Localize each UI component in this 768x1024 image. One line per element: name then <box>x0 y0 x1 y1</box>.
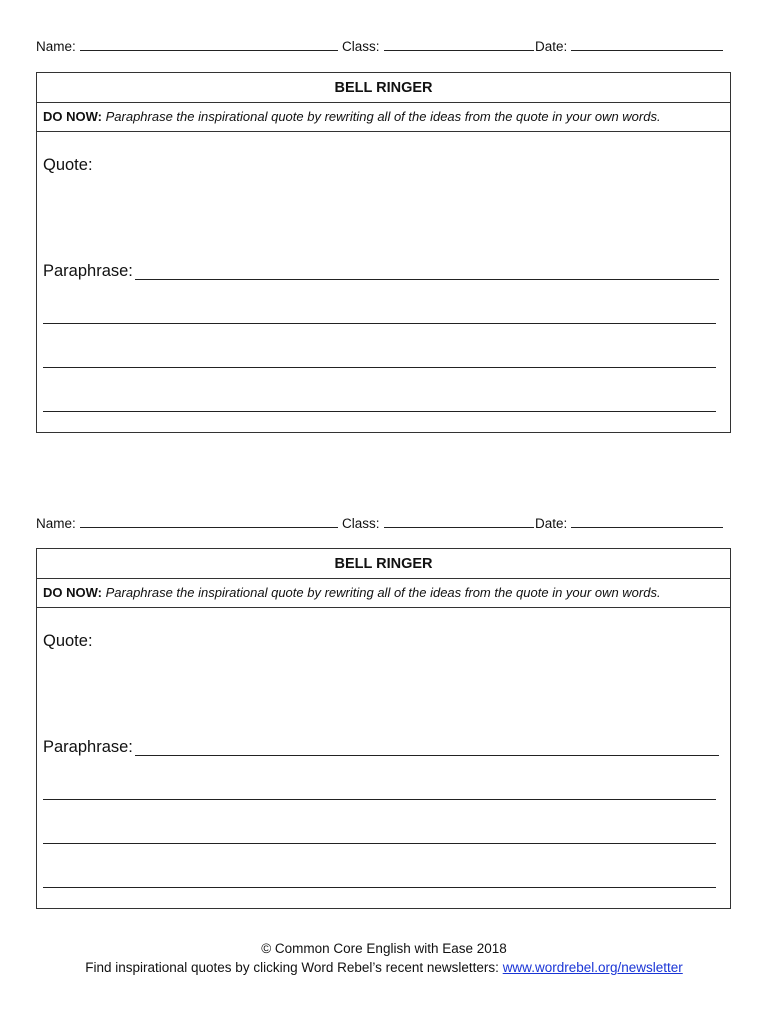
class-blank[interactable] <box>384 37 534 51</box>
date-field[interactable] <box>535 36 723 58</box>
class-label: Class: <box>342 516 380 531</box>
name-label: Name: <box>36 516 76 531</box>
copyright-text: © Common Core English with Ease 2018 <box>261 941 507 956</box>
paraphrase-label: Paraphrase: <box>43 738 133 756</box>
instruction-text: Paraphrase the inspirational quote by rewriting all of the ideas from the quote in your own words. <box>105 585 661 600</box>
paraphrase-line[interactable] <box>135 755 719 756</box>
date-field[interactable] <box>535 513 723 535</box>
name-field[interactable] <box>36 513 338 535</box>
class-blank[interactable] <box>384 514 534 528</box>
answer-line[interactable] <box>43 411 716 412</box>
name-label: Name: <box>36 39 76 54</box>
footer-find-text: Find inspirational quotes by clicking Word Rebel’s recent newsletters: <box>85 960 499 975</box>
do-now-instruction <box>37 579 730 608</box>
date-blank[interactable] <box>571 37 723 51</box>
name-field[interactable] <box>36 36 338 58</box>
header-row <box>36 513 728 535</box>
newsletter-link[interactable]: www.wordrebel.org/newsletter <box>502 960 683 975</box>
paraphrase-line[interactable] <box>135 279 719 280</box>
class-label: Class: <box>342 39 380 54</box>
instruction-text: Paraphrase the inspirational quote by rewriting all of the ideas from the quote in your own words. <box>105 109 661 124</box>
class-field[interactable] <box>342 513 534 535</box>
answer-line[interactable] <box>43 887 716 888</box>
date-label: Date: <box>535 516 568 531</box>
bell-ringer-box <box>36 548 731 909</box>
bell-ringer-box <box>36 72 731 433</box>
do-now-label: DO NOW: <box>43 585 102 600</box>
quote-label: Quote: <box>43 156 93 174</box>
quote-label: Quote: <box>43 632 93 650</box>
name-blank[interactable] <box>80 37 338 51</box>
worksheet-title: BELL RINGER <box>37 73 730 103</box>
do-now-instruction <box>37 103 730 132</box>
name-blank[interactable] <box>80 514 338 528</box>
date-label: Date: <box>535 39 568 54</box>
worksheet-title: BELL RINGER <box>37 549 730 579</box>
answer-line[interactable] <box>43 323 716 324</box>
paraphrase-label: Paraphrase: <box>43 262 133 280</box>
footer-find-line <box>0 958 768 978</box>
do-now-label: DO NOW: <box>43 109 102 124</box>
answer-line[interactable] <box>43 367 716 368</box>
header-row <box>36 36 728 58</box>
class-field[interactable] <box>342 36 534 58</box>
date-blank[interactable] <box>571 514 723 528</box>
answer-line[interactable] <box>43 799 716 800</box>
answer-line[interactable] <box>43 843 716 844</box>
